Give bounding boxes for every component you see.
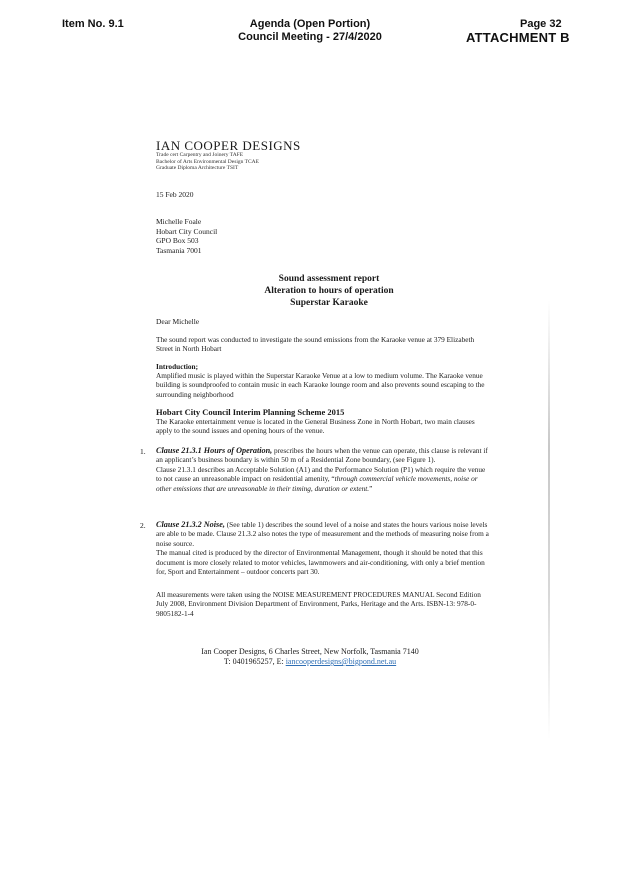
list-number: 2.: [140, 521, 146, 530]
footer-contact: [150, 657, 470, 667]
credential-line: Trade cert Carpentry and Joinery TAFE: [156, 152, 244, 158]
meeting-date: Council Meeting - 27/4/2020: [238, 31, 382, 43]
clause-quote: through commercial vehicle movements, noise or other emissions that are unreasonable in their timing, duration or extent.: [156, 474, 478, 493]
title-line: Sound assessment report: [278, 274, 380, 284]
recipient-line: GPO Box 503: [156, 236, 199, 245]
recipient-address: [156, 217, 217, 255]
quote-close: ”: [369, 483, 373, 493]
clause-title: Clause 21.3.2 Noise,: [156, 520, 225, 529]
item-number: Item No. 9.1: [62, 18, 124, 30]
credential-line: Graduate Diploma Architecture TSIT: [156, 165, 239, 171]
recipient-line: Michelle Foale: [156, 217, 202, 226]
report-title: [200, 273, 458, 309]
attachment-label: ATTACHMENT B: [466, 30, 570, 45]
scheme-heading: Hobart City Council Interim Planning Scheme 2015: [156, 407, 345, 417]
scheme-text: The Karaoke entertainment venue is located in the General Business Zone in North Hobart, two main clauses apply to the sound issues and opening hours of the venue.: [156, 417, 475, 436]
salutation: Dear Michelle: [156, 317, 200, 326]
introduction-text: Amplified music is played within the Superstar Karaoke Venue at a low to medium volume. The Karaoke venue building is soundproofed to contain music in each Karaoke lounge room and also prevents sound escaping to the surrounding neighborhood: [156, 371, 485, 399]
footer-phone: T: 0401965257, E:: [223, 657, 286, 666]
recipient-line: Tasmania 7001: [156, 245, 202, 255]
list-item-hours: [156, 446, 492, 493]
title-line: Alteration to hours of operation: [264, 286, 394, 296]
credentials: [156, 152, 259, 172]
clause-text: Clause 21.3.1 describes an Acceptable Solution (A1) and the Performance Solution (P1) which require the venue to not cause an unreasonable impact on residential amenity, “: [156, 464, 486, 484]
letter-date: 15 Feb 2020: [156, 190, 194, 199]
clause-text: The manual cited is produced by the director of Environmental Management, though it should be noted that this document is more closely related to motor vehicles, lawnmowers and air-conditioning, with only a brief mention for, Sport and Entertainment – outdoor concerts part 30.: [156, 548, 485, 577]
list-number: 1.: [140, 447, 146, 456]
agenda-title: Agenda (Open Portion): [249, 18, 371, 30]
company-name: IAN COOPER DESIGNS: [156, 138, 301, 153]
clause-text: (See table 1) describes the sound level of a noise and states the hours various noise levels are able to be made. Clause 21.3.2 also notes the type of measurement and the methods of measuring noise from a noise source.: [156, 520, 489, 548]
introduction-heading: Introduction;: [156, 362, 199, 371]
recipient-line: Hobart City Council: [156, 226, 218, 236]
measurement-note: All measurements were taken using the NOISE MEASUREMENT PROCEDURES MANUAL Second Edition July 2008, Environment Division Department of Environment, Parks, Heritage and the Arts. ISBN-13: 978-0-9805182-1-4: [156, 590, 481, 618]
page-number: Page 32: [520, 18, 562, 30]
clause-title: Clause 21.3.1 Hours of Operation,: [156, 446, 273, 455]
intro-paragraph: The sound report was conducted to investigate the sound emissions from the Karaoke venue at 379 Elizabeth Street in North Hobart: [156, 335, 475, 354]
footer-address: Ian Cooper Designs, 6 Charles Street, New Norfolk, Tasmania 7140: [201, 647, 419, 656]
agenda-heading: [190, 18, 430, 44]
clause-text: prescribes the hours when the venue can operate, this clause is relevant if an applicant’s business boundary is within 50 m of a Residential Zone boundary, (see Figure 1).: [156, 446, 488, 465]
email-link[interactable]: iancooperdesigns@bigpond.net.au: [285, 657, 397, 666]
letter-footer: [150, 647, 470, 667]
title-line: Superstar Karaoke: [290, 298, 368, 308]
scan-edge-shadow: [548, 300, 550, 740]
credential-line: Bachelor of Arts Environmental Design TCAE: [156, 158, 260, 165]
list-item-noise: [156, 520, 492, 576]
